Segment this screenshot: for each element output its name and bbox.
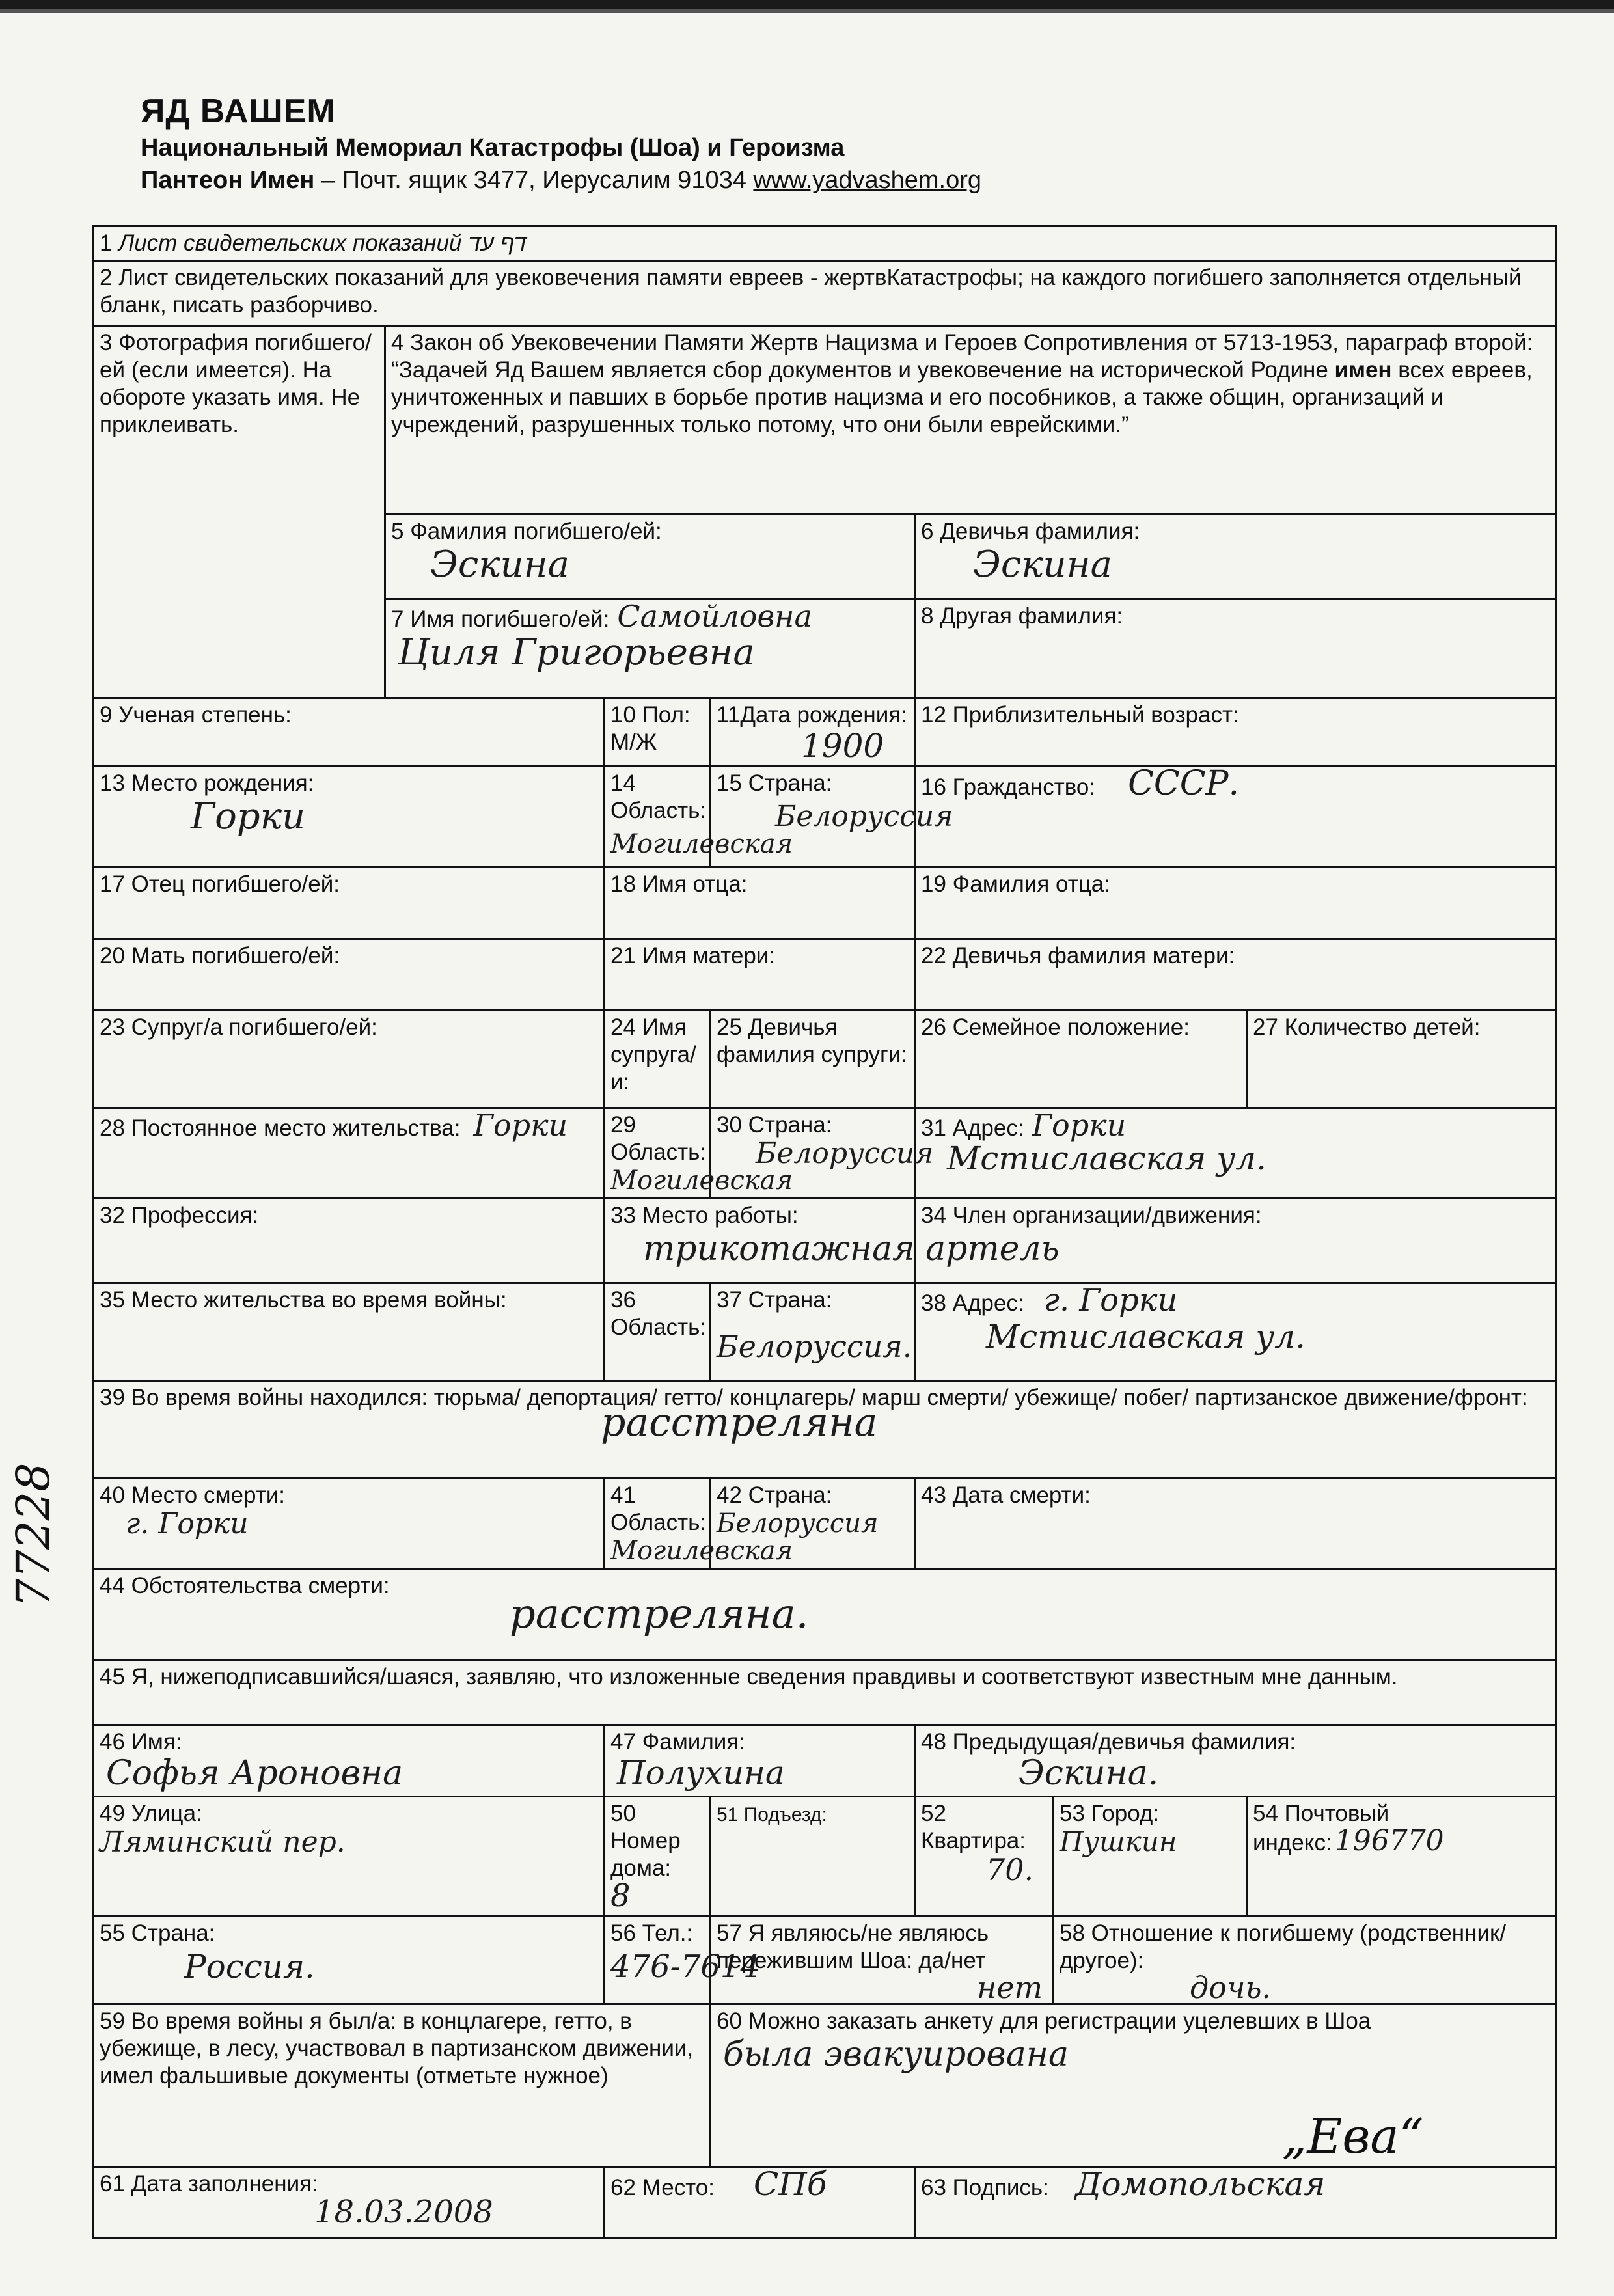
field-22-label: 22 Девичья фамилия матери: [921,943,1235,968]
field-63[interactable] [915,2167,1557,2239]
field-60-value: была эвакуирована [723,2035,1069,2074]
field-54-value: 196770 [1334,1824,1444,1857]
field-46-value: Софья Ароновна [106,1754,404,1793]
field-34-label: 34 Член организации/движения: [921,1203,1262,1228]
field-45-label: 45 Я, нижеподписавшийся/шаяся, заявляю, что изложенные сведения правдивы и соответствуют известным мне данным. [100,1664,1398,1689]
field-55[interactable] [94,1917,605,2004]
field-61-label: 61 Дата заполнения: [100,2171,318,2196]
field-54[interactable] [1247,1797,1557,1917]
field-58-value: дочь. [1190,1970,1272,2005]
field-37-label: 37 Страна: [717,1287,832,1313]
field-9[interactable] [94,698,605,767]
field-43[interactable] [915,1479,1557,1569]
field-37-value: Белоруссия. [717,1329,912,1364]
field-35[interactable] [94,1283,605,1381]
field-11-value: 1900 [801,727,884,765]
field-47-value: Полухина [617,1754,785,1792]
field-31[interactable] [915,1108,1557,1199]
field-36-label: 36 Область: [610,1287,707,1340]
field-33[interactable] [605,1199,1060,1283]
field-62-label: 62 Место: [610,2175,715,2200]
field-48-label: 48 Предыдущая/девичья фамилия: [921,1729,1296,1755]
field-53-label: 53 Город: [1060,1801,1160,1826]
field-30-value: Белоруссия [756,1137,934,1170]
field-29-value: Могилевская [610,1166,793,1196]
handwritten-note: „Ева“ [1282,2109,1424,2165]
field-42-value: Белоруссия [717,1509,879,1538]
org-address-text: – Почт. ящик 3477, Иерусалим 91034 [314,167,754,194]
field-32-label: 32 Профессия: [100,1203,259,1228]
testimony-form [92,225,1557,2239]
field-55-label: 55 Страна: [100,1920,215,1946]
field-49-value: Ляминский пер. [100,1825,346,1859]
field-33-label: 33 Место работы: [610,1203,799,1228]
field-31-label: 31 Адрес: [921,1115,1024,1141]
field-49[interactable] [94,1797,605,1917]
field-62[interactable] [605,2167,915,2239]
field-6-value: Эскина [973,543,1112,586]
org-subtitle: Национальный Мемориал Катастрофы (Шоа) и Героизма [141,134,845,161]
field-39[interactable] [94,1381,1557,1479]
field-18-label: 18 Имя отца: [610,871,748,897]
field-29-label: 29 Область: [610,1112,707,1165]
field-9-label: 9 Ученая степень: [100,702,292,728]
field-10[interactable] [605,698,711,767]
field-31-value-street: Мстиславская ул. [947,1140,1266,1177]
field-6-label: 6 Девичья фамилия: [921,519,1140,544]
field-44-value: расстреляна. [510,1590,809,1637]
field-16[interactable] [915,764,1557,868]
field-43-label: 43 Дата смерти: [921,1483,1091,1508]
field-6[interactable] [915,515,1557,599]
field-38-value-street: Мстиславская ул. [986,1318,1306,1356]
field-18[interactable] [605,868,915,939]
field-52-label: 52 Квартира: [921,1801,1026,1853]
field-54-label: 54 Почтовый индекс: [1253,1801,1389,1855]
scan-edge-shadow [0,9,1614,13]
field-7[interactable] [385,599,915,698]
field-30-label: 30 Страна: [717,1112,832,1138]
field-28-label: 28 Постоянное место жительства: [100,1115,461,1141]
field-40-label: 40 Место смерти: [100,1483,286,1508]
field-10-label: 10 Пол: М/Ж [610,702,691,755]
org-title: ЯД ВАШЕМ [141,92,336,130]
field-45 [94,1660,1557,1725]
field-1 [94,226,1557,261]
field-2-label: 2 Лист свидетельских показаний для увековечения памяти евреев - жертвКатастрофы; на каждого погибшего заполняется отдельный бланк, писать разборчиво. [100,265,1522,318]
field-31-value-city: Горки [1032,1108,1127,1143]
field-7-label: 7 Имя погибшего/ей: [391,607,610,632]
org-address-bold: Пантеон Имен [141,167,315,194]
field-25-label: 25 Девичья фамилия супруги: [717,1015,908,1067]
org-website-link[interactable]: www.yadvashem.org [753,167,982,194]
field-42-label: 42 Страна: [717,1483,832,1508]
field-58-label: 58 Отношение к погибшему (родственник/другое): [1060,1920,1507,1973]
field-1-title: Лист свидетельских показаний דף עד [118,230,527,256]
field-35-label: 35 Место жительства во время войны: [100,1287,507,1313]
field-60-label: 60 Можно заказать анкету для регистрации уцелевших в Шоа [717,2008,1371,2034]
field-38-label: 38 Адрес: [921,1291,1024,1316]
field-27-label: 27 Количество детей: [1253,1015,1481,1040]
field-7-value-name: Циля Григорьевна [398,631,755,674]
field-47-label: 47 Фамилия: [610,1729,745,1755]
field-53[interactable] [1054,1797,1247,1917]
field-51-label: 51 Подъезд: [717,1804,827,1825]
field-3-photo [94,326,385,698]
field-4-text-pre: 4 Закон об Увековечении Памяти Жертв Нацизма и Героев Сопротивления от 5713-1953, параграф второй: “Задачей Яд Вашем является сбор документов и увековечение на исторической Родине [391,330,1533,383]
field-56-value: 476-7614 [610,1948,760,1985]
field-57[interactable] [711,1917,1054,2004]
field-15-value: Белоруссия [775,800,953,833]
field-40[interactable] [94,1479,605,1569]
field-59[interactable] [94,2004,711,2167]
field-20[interactable] [94,939,605,1011]
field-46-label: 46 Имя: [100,1729,182,1755]
field-16-label: 16 Гражданство: [921,774,1096,800]
field-57-value: нет [977,1970,1043,2005]
field-12-label: 12 Приблизительный возраст: [921,702,1239,728]
field-49-label: 49 Улица: [100,1801,202,1826]
field-28-value: Горки [473,1108,568,1143]
field-47[interactable] [605,1725,915,1797]
field-15-label: 15 Страна: [717,771,832,796]
field-51[interactable] [711,1797,915,1917]
archive-number: 77228 [7,1462,60,1607]
field-61[interactable] [94,2167,605,2239]
field-53-value: Пушкин [1060,1825,1177,1857]
field-22[interactable] [915,939,1557,1011]
field-7-value-patronymic: Самойловна [617,599,812,634]
field-32[interactable] [94,1199,605,1283]
field-5-value: Эскина [430,543,569,586]
field-40-value: г. Горки [126,1507,249,1540]
field-19-label: 19 Фамилия отца: [921,871,1110,897]
field-41-value: Могилевская [610,1536,793,1566]
field-63-label: 63 Подпись: [921,2175,1049,2200]
field-23[interactable] [94,1011,605,1108]
field-48[interactable] [915,1725,1557,1797]
field-12[interactable] [915,698,1557,767]
field-8[interactable] [915,599,1557,698]
field-1-label: 1 [100,230,119,256]
field-13[interactable] [94,767,605,868]
field-16-value: СССР. [1128,764,1240,803]
form-header [141,91,981,197]
field-5-label: 5 Фамилия погибшего/ей: [391,519,662,544]
field-25[interactable] [711,1011,915,1108]
org-address [141,164,981,197]
field-39-label: 39 Во время войны находился: тюрьма/ депортация/ гетто/ концлагерь/ марш смерти/ убежище/ побег/ партизанское движение/фронт: [100,1385,1528,1410]
field-24[interactable] [605,1011,711,1108]
field-52[interactable] [915,1797,1054,1917]
field-50[interactable] [605,1797,711,1917]
field-61-value: 18.03.2008 [314,2194,493,2230]
field-14-label: 14 Область: [610,771,707,823]
field-14-value: Могилевская [610,829,793,859]
scan-edge [0,0,1614,9]
field-33-value: трикотажная артель [643,1229,1060,1268]
field-50-value: 8 [610,1878,631,1914]
field-41-label: 41 Область: [610,1483,707,1535]
field-24-label: 24 Имя супруга/и: [610,1015,696,1095]
field-17[interactable] [94,868,605,939]
field-11[interactable] [711,698,915,767]
field-62-value: СПб [754,2165,827,2203]
field-2 [94,261,1557,326]
field-26[interactable] [915,1011,1247,1108]
field-13-value: Горки [191,795,306,838]
field-8-label: 8 Другая фамилия: [921,603,1123,629]
field-20-label: 20 Мать погибшего/ей: [100,943,340,968]
field-4-text-post: всех евреев, уничтоженных и павших в борьбе против нацизма и его пособников, а также общин, организаций и учреждений, разрушенных только потому, что они были еврейскими.” [391,357,1533,437]
field-60[interactable] [711,2004,1557,2167]
field-21-label: 21 Имя матери: [610,943,776,968]
field-50-label: 50 Номер дома: [610,1801,681,1881]
field-55-value: Россия. [184,1948,315,1986]
field-19[interactable] [915,868,1557,939]
field-37[interactable] [711,1283,915,1381]
field-39-value: расстреляна [601,1400,878,1445]
field-38[interactable] [915,1283,1557,1381]
field-36[interactable] [605,1283,711,1381]
field-58[interactable] [1054,1917,1557,2004]
field-23-label: 23 Супруг/а погибшего/ей: [100,1015,377,1040]
field-52-value: 70. [986,1852,1034,1887]
field-56-label: 56 Тел.: [610,1920,693,1946]
field-56[interactable] [605,1917,760,2004]
field-11-label: 11Дата рождения: [717,702,907,728]
field-5[interactable] [385,515,915,599]
field-26-label: 26 Семейное положение: [921,1015,1190,1040]
field-63-value: Домопольская [1074,2165,1326,2203]
field-44-label: 44 Обстоятельства смерти: [100,1573,390,1598]
field-21[interactable] [605,939,915,1011]
field-3-label: 3 Фотография погибшего/ей (если имеется). На обороте указать имя. Не приклеивать. [100,330,372,437]
field-28[interactable] [94,1108,605,1199]
field-57-label: 57 Я являюсь/не являюсь пережившим Шоа: да/нет [717,1920,989,1973]
field-13-label: 13 Место рождения: [100,771,314,796]
field-46[interactable] [94,1725,605,1797]
field-4-law [385,326,1557,515]
field-59-label: 59 Во время войны я был/а: в концлагере, гетто, в убежище, в лесу, участвовал в партизанском движении, имел фальшивые документы (отметьте нужное) [100,2008,694,2088]
field-4-text-bold: имен [1334,357,1392,383]
field-38-value-city: г. Горки [1043,1282,1178,1319]
field-17-label: 17 Отец погибшего/ей: [100,871,340,897]
field-48-value: Эскина. [1019,1754,1159,1793]
field-44[interactable] [94,1569,1557,1660]
field-27[interactable] [1247,1011,1557,1108]
